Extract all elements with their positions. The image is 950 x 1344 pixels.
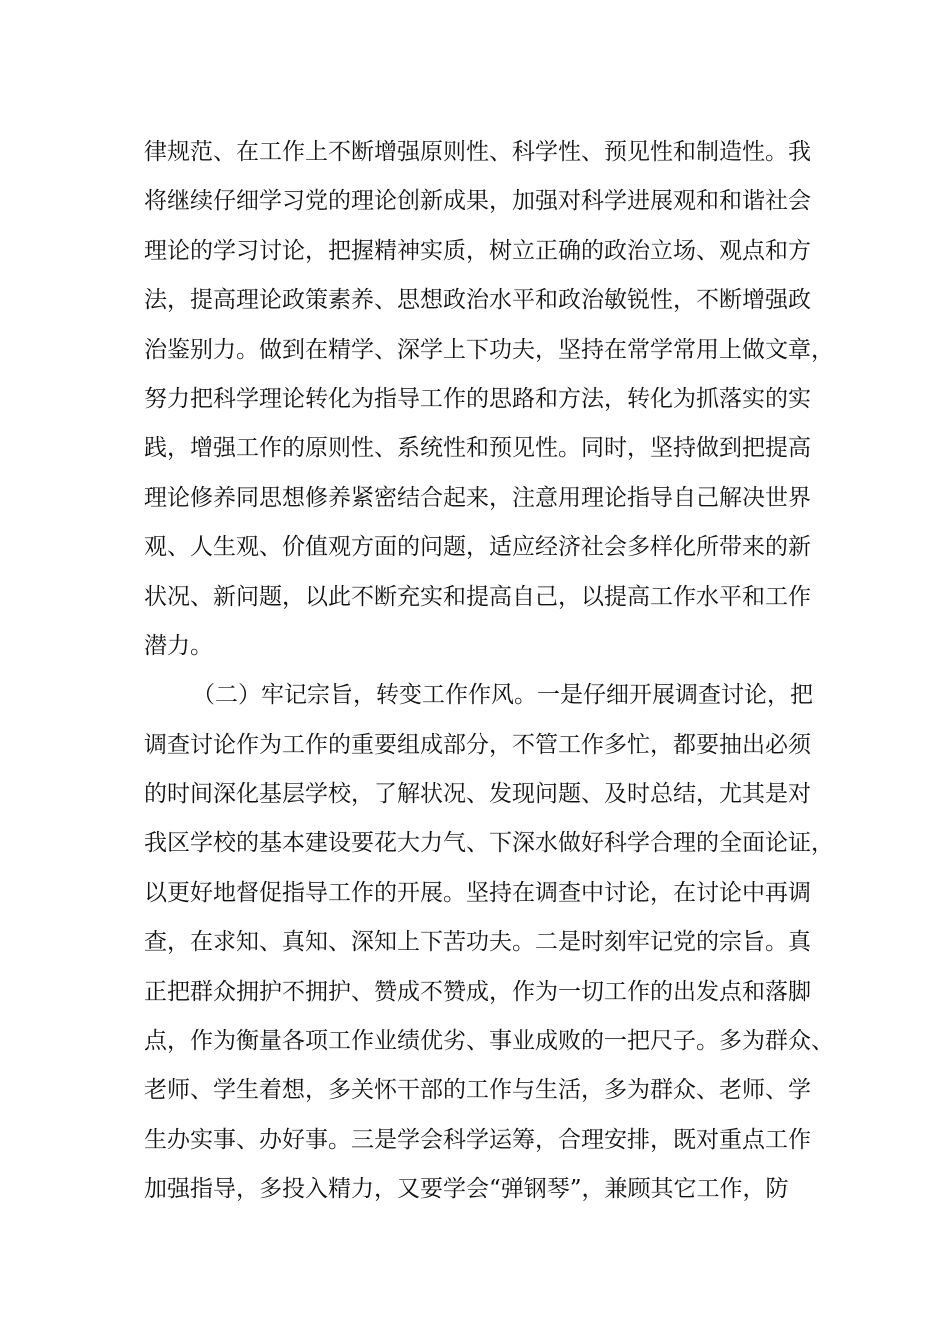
text-line-6: 努力把科学理论转化为指导工作的思路和方法，转化为抓落实的实 (144, 385, 811, 412)
text-line-3: 理论的学习讨论，把握精神实质，树立正确的政治立场、观点和方 (144, 237, 811, 264)
text-line-10: 状况、新问题，以此不断充实和提高自己，以提高工作水平和工作 (144, 583, 811, 610)
text-line-14: 的时间深化基层学校，了解状况、发现问题、及时总结，尤其是对 (144, 781, 811, 808)
text-line-7: 践，增强工作的原则性、系统性和预见性。同时，坚持做到把提高 (144, 435, 811, 462)
text-line-9: 观、人生观、价值观方面的问题，适应经济社会多样化所带来的新 (144, 534, 811, 561)
text-line-2: 将继续仔细学习党的理论创新成果，加强对科学进展观和和谐社会 (144, 188, 811, 215)
text-line-8: 理论修养同思想修养紧密结合起来，注意用理论指导自己解决世界 (144, 484, 811, 511)
text-line-19: 点，作为衡量各项工作业绩优劣、事业成败的一把尺子。多为群众、 (144, 1028, 834, 1055)
document-body (144, 128, 834, 1215)
section-heading-line: （二）牢记宗旨，转变工作作风。一是仔细开展调查讨论，把 (192, 682, 813, 709)
text-line-20: 老师、学生着想，多关怀干部的工作与生活，多为群众、老师、学 (144, 1077, 811, 1104)
text-line-22: 加强指导，多投入精力，又要学会“弹钢琴”，兼顾其它工作，防 (144, 1176, 789, 1203)
text-line-5: 治鉴别力。做到在精学、深学上下功夫，坚持在常学常用上做文章， (144, 336, 834, 363)
text-line-4: 法，提高理论政策素养、思想政治水平和政治敏锐性，不断增强政 (144, 287, 811, 314)
text-line-15: 我区学校的基本建设要花大力气、下深水做好科学合理的全面论证， (144, 830, 834, 857)
text-line-18: 正把群众拥护不拥护、赞成不赞成，作为一切工作的出发点和落脚 (144, 978, 811, 1005)
text-line-13: 调查讨论作为工作的重要组成部分，不管工作多忙，都要抽出必须 (144, 731, 811, 758)
text-line-17: 查，在求知、真知、深知上下苦功夫。二是时刻牢记党的宗旨。真 (144, 929, 811, 956)
text-line-1: 律规范、在工作上不断增强原则性、科学性、预见性和制造性。我 (144, 139, 811, 165)
text-line-16: 以更好地督促指导工作的开展。坚持在调查中讨论，在讨论中再调 (144, 879, 811, 906)
text-line-21: 生办实事、办好事。三是学会科学运筹，合理安排，既对重点工作 (144, 1126, 811, 1153)
text-line-11: 潜力。 (144, 632, 213, 659)
